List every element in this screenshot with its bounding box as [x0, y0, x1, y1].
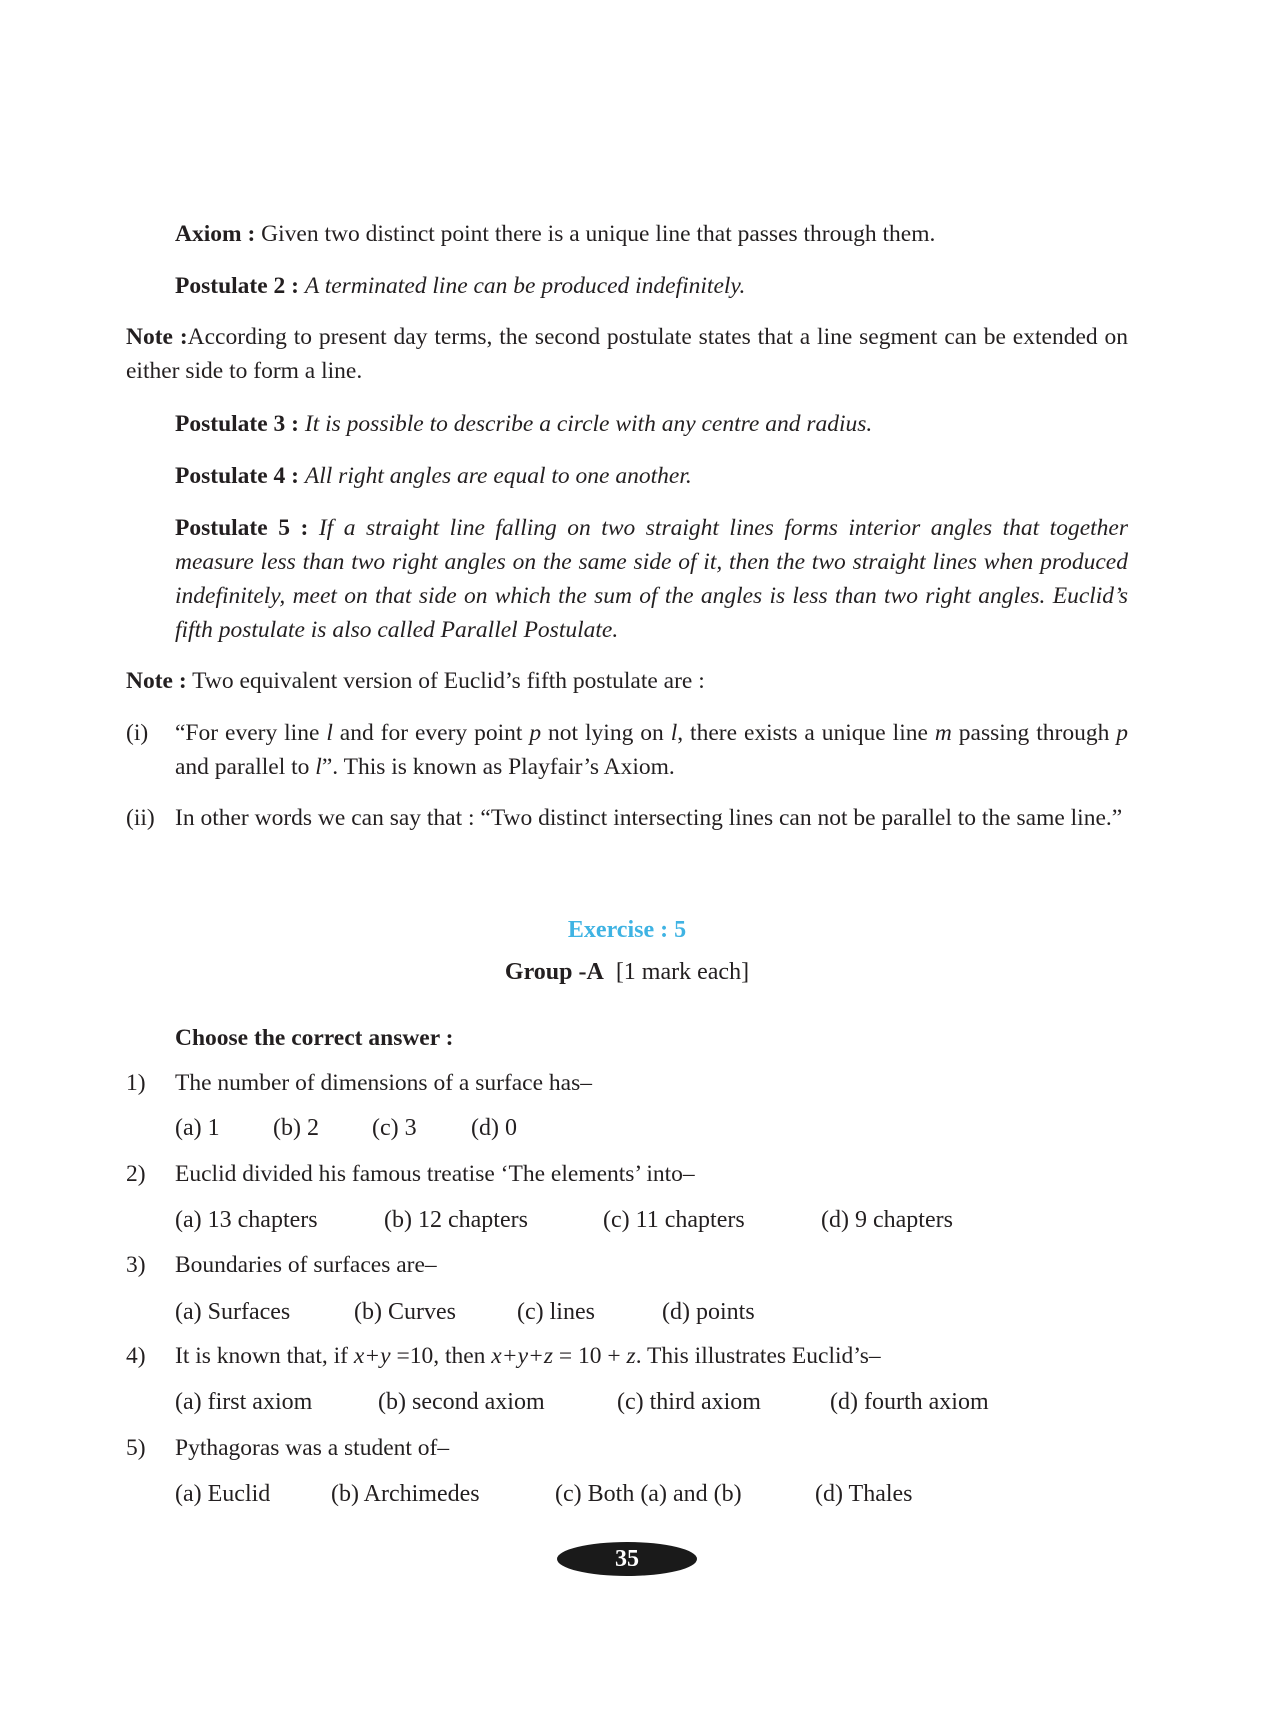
question-1-text: The number of dimensions of a surface has– — [175, 1070, 592, 1096]
option-d: (d) 0 — [471, 1115, 517, 1141]
group-marks: [1 mark each] — [615, 959, 750, 985]
note-equivalent-versions — [126, 664, 705, 698]
question-4-number: 4) — [126, 1343, 146, 1369]
option-b: (b) 12 chapters — [384, 1207, 528, 1233]
postulate-4 — [175, 459, 692, 493]
postulate-5-label: Postulate 5 : — [175, 515, 309, 541]
option-c: (c) third axiom — [617, 1389, 761, 1415]
note-2-label: Note : — [126, 668, 187, 694]
axiom-label: Axiom : — [175, 221, 256, 247]
note-2-text: Two equivalent version of Euclid’s fifth postulate are : — [192, 668, 705, 694]
question-4-text: It is known that, if x+y =10, then x+y+z = 10 + z. This illustrates Euclid’s– — [175, 1343, 881, 1369]
postulate-4-text: All right angles are equal to one another. — [304, 463, 692, 489]
option-a: (a) first axiom — [175, 1389, 313, 1415]
note-1-label: Note : — [126, 324, 188, 350]
axiom-line — [175, 217, 935, 251]
option-c: (c) Both (a) and (b) — [555, 1481, 742, 1507]
option-d: (d) Thales — [815, 1481, 913, 1507]
option-c: (c) 3 — [372, 1115, 417, 1141]
instruction: Choose the correct answer : — [175, 1025, 454, 1051]
option-a: (a) 13 chapters — [175, 1207, 318, 1233]
item-ii-number: (ii) — [126, 805, 155, 831]
axiom-text: Given two distinct point there is a unique line that passes through them. — [261, 221, 936, 247]
question-5-text: Pythagoras was a student of– — [175, 1435, 450, 1461]
group-heading — [0, 955, 1254, 989]
item-i-number: (i) — [126, 720, 149, 746]
question-2-number: 2) — [126, 1161, 146, 1187]
option-d: (d) points — [662, 1299, 755, 1325]
option-c: (c) lines — [517, 1299, 595, 1325]
option-b: (b) second axiom — [378, 1389, 545, 1415]
note-1-text: According to present day terms, the second postulate states that a line segment can be extended on either side to form a line. — [126, 324, 1128, 384]
question-2-text: Euclid divided his famous treatise ‘The elements’ into– — [175, 1161, 695, 1187]
option-b: (b) 2 — [273, 1115, 319, 1141]
postulate-4-label: Postulate 4 : — [175, 463, 300, 489]
page-number-badge: 35 — [557, 1542, 697, 1576]
item-ii-text: In other words we can say that : “Two distinct intersecting lines can not be parallel to the same line.” — [175, 805, 1123, 831]
note-second-postulate — [126, 320, 1128, 388]
option-d: (d) 9 chapters — [821, 1207, 953, 1233]
group-label: Group -A — [504, 959, 604, 985]
option-a: (a) Euclid — [175, 1481, 271, 1507]
postulate-2-text: A terminated line can be produced indefinitely. — [304, 273, 746, 299]
postulate-3-text: It is possible to describe a circle with any centre and radius. — [304, 411, 873, 437]
question-3-number: 3) — [126, 1252, 146, 1278]
option-b: (b) Curves — [354, 1299, 456, 1325]
option-d: (d) fourth axiom — [830, 1389, 989, 1415]
exercise-title: Exercise : 5 — [567, 917, 687, 943]
option-c: (c) 11 chapters — [603, 1207, 745, 1233]
question-1-number: 1) — [126, 1070, 146, 1096]
option-b: (b) Archimedes — [331, 1481, 480, 1507]
postulate-2-label: Postulate 2 : — [175, 273, 300, 299]
postulate-5-text: If a straight line falling on two straight lines forms interior angles that together measure less than two right angles on the same side of it, then the two straight lines when produced indefinitely, meet on that side on which the sum of the angles is less than two right angles. Euclid’s fifth postulate is also called Parallel Postulate. — [175, 515, 1129, 643]
postulate-2 — [175, 269, 745, 303]
item-i-text: “For every line l and for every point p not lying on l, there exists a unique line m passing through p and parallel to l”. This is known as Playfair’s Axiom. — [175, 720, 1129, 780]
postulate-5 — [175, 511, 1128, 647]
option-a: (a) Surfaces — [175, 1299, 291, 1325]
option-a: (a) 1 — [175, 1115, 220, 1141]
postulate-3-label: Postulate 3 : — [175, 411, 300, 437]
question-5-number: 5) — [126, 1435, 146, 1461]
postulate-3 — [175, 407, 872, 441]
question-3-text: Boundaries of surfaces are– — [175, 1252, 437, 1278]
